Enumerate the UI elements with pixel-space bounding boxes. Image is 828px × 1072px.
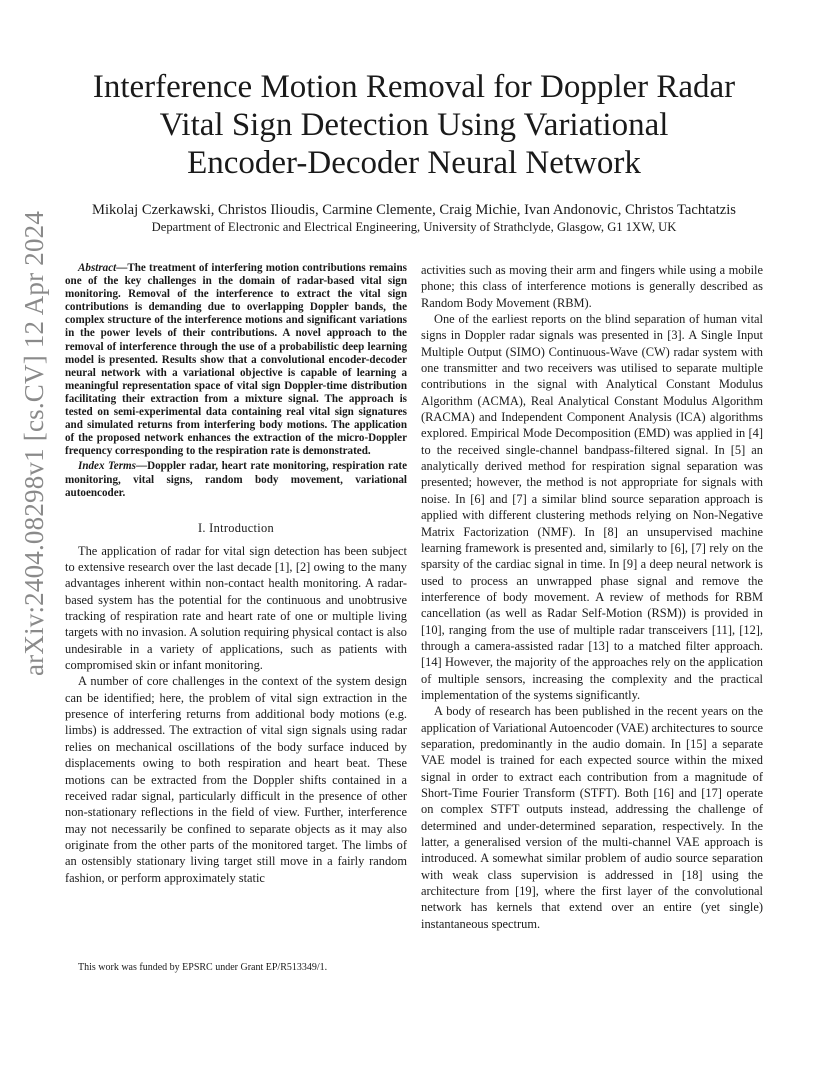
title-line: Interference Motion Removal for Doppler Radar <box>92 69 736 105</box>
index-terms-label: Index Terms <box>78 460 136 473</box>
paragraph: activities such as moving their arm and fingers while using a mobile phone; this class of interference motions is generally described as Random Body Movement (RBM). <box>421 263 763 310</box>
left-column <box>65 262 407 886</box>
abstract <box>65 262 407 458</box>
title-line: Encoder-Decoder Neural Network <box>187 145 641 181</box>
arxiv-identifier-stamp: arXiv:2404.08298v1 [cs.CV] 12 Apr 2024 <box>19 210 49 676</box>
right-column <box>421 262 763 932</box>
affiliation: Department of Electronic and Electrical Engineering, University of Strathclyde, Glasgow, G1 1XW, UK <box>151 220 677 234</box>
section-heading: I. Introduction <box>197 520 275 535</box>
abstract-label: Abstract <box>78 262 117 274</box>
index-terms <box>65 460 407 499</box>
paper-title <box>60 68 768 182</box>
abstract-text: —The treatment of interfering motion contributions remains one of the key challenges in the domain of radar-based vital sign monitoring. Removal of the interference to extract the vital sign contributions is demanding due to overlapping Doppler bands, the complex structure of the interference motions and significant variations in the power levels of their contributions. A novel approach to the removal of interference through the use of a probabilistic deep learning model is presented. Results show that a convolutional encoder-decoder neural network with a variational objective is capable of learning a meaningful representation space of vital sign Doppler-time distribution facilitating their extraction from a mixture signal. The approach is tested on semi-experimental data containing real vital sign signatures and simulated returns from interfering body motions. The application of the proposed network enhances the extraction of the micro-Doppler frequency corresponding to the respiration rate is demonstrated. <box>65 262 407 458</box>
funding-footnote: This work was funded by EPSRC under Grant EP/R513349/1. <box>78 962 328 973</box>
author-list: Mikolaj Czerkawski, Christos Ilioudis, Carmine Clemente, Craig Michie, Ivan Andonovic, Christos Tachtatzis <box>92 202 736 218</box>
title-line: Vital Sign Detection Using Variational <box>159 107 669 143</box>
paragraph: The application of radar for vital sign detection has been subject to extensive research over the last decade [1], [2] owing to the many advantages inherent within non-contact health monitoring. A radar-based system has the potential for the continuous and unobtrusive tracking of respiration rate and heart rate of one or multiple living targets with no invasion. A solution requiring physical contact is also undesirable in a variety of applications, such as patients with compromised skin or infant monitoring. <box>65 543 407 673</box>
paragraph: A number of core challenges in the context of the system design can be identified; here, the problem of vital sign extraction in the presence of interfering returns from additional body motions (e.g. limbs) is addressed. The extraction of vital sign signals using radar relies on mechanical oscillations of the body surface induced by displacements owing to both respiration and heart beat. These motions can be extracted from the Doppler shifts contained in a received radar signal, particularly difficult in the presence of other non-stationary reflections in the field of view. Further, interference may not necessarily be confined to separate objects as it may also originate from the other parts of the monitored target. The limbs of an ostensibly stationary living target still move in a fairly random fashion, or perform approximately static <box>65 674 407 885</box>
index-terms-text: —Doppler radar, heart rate monitoring, respiration rate monitoring, vital signs, random body movement, variational autoencoder. <box>65 460 407 499</box>
paragraph: A body of research has been published in the recent years on the application of Variational Autoencoder (VAE) architectures to source separation, predominantly in the audio domain. In [15] a separate VAE model is trained for each expected source within the mixed signal in order to extract each contribution from a magnitude of Short-Time Fourier Transform (STFT). Both [16] and [17] operate on complex STFT outputs instead, addressing the challenge of determined and under-determined separation, respectively. In the latter, a generalised version of the multi-channel VAE approach is introduced. A somewhat similar problem of audio source separation with weak class supervision is addressed in [18] using the architecture from [19], where the first layer of the convolutional network has kernels that extend over an entire (yet single) instantaneous spectrum. <box>421 704 763 931</box>
paragraph: One of the earliest reports on the blind separation of human vital signs in Doppler radar signals was presented in [3]. A Single Input Multiple Output (SIMO) Continuous-Wave (CW) radar system with one transmitter and two receivers was utilised to separate multiple contributions in the signal with Analytical Constant Modulus Algorithm (ACMA), Real Analytical Constant Modulus Algorithm (RACMA) and Independent Component Analysis (ICA) algorithms explored. Empirical Mode Decomposition (EMD) was applied in [4] to the received single-channel bandpass-filtered signal. In [5] an analytically derived method for respiration signal separation was presented; however, the method is not appropriate for signals with noise. In [6] and [7] a similar blind source separation approach is applied with different clustering methods relying on Non-Negative Matrix Factorization (NMF). In [8] an unsupervised machine learning framework is presented and, similarly to [6], [7] rely on the sparsity of the cardiac signal in time. In [9] a deep neural network is used to process an unwrapped phase signal and remove the interference of body movement. A review of methods for RBM cancellation (as well as Radar Self-Motion (RSM)) is provided in [10], ranging from the use of multiple radar transceivers [11], [12], through a camera-assisted radar [13] to a matched filter approach. [14] However, the majority of the approaches rely on the application of multiple sensors, increasing the complexity and the practical implementation of the systems significantly. <box>421 312 763 702</box>
